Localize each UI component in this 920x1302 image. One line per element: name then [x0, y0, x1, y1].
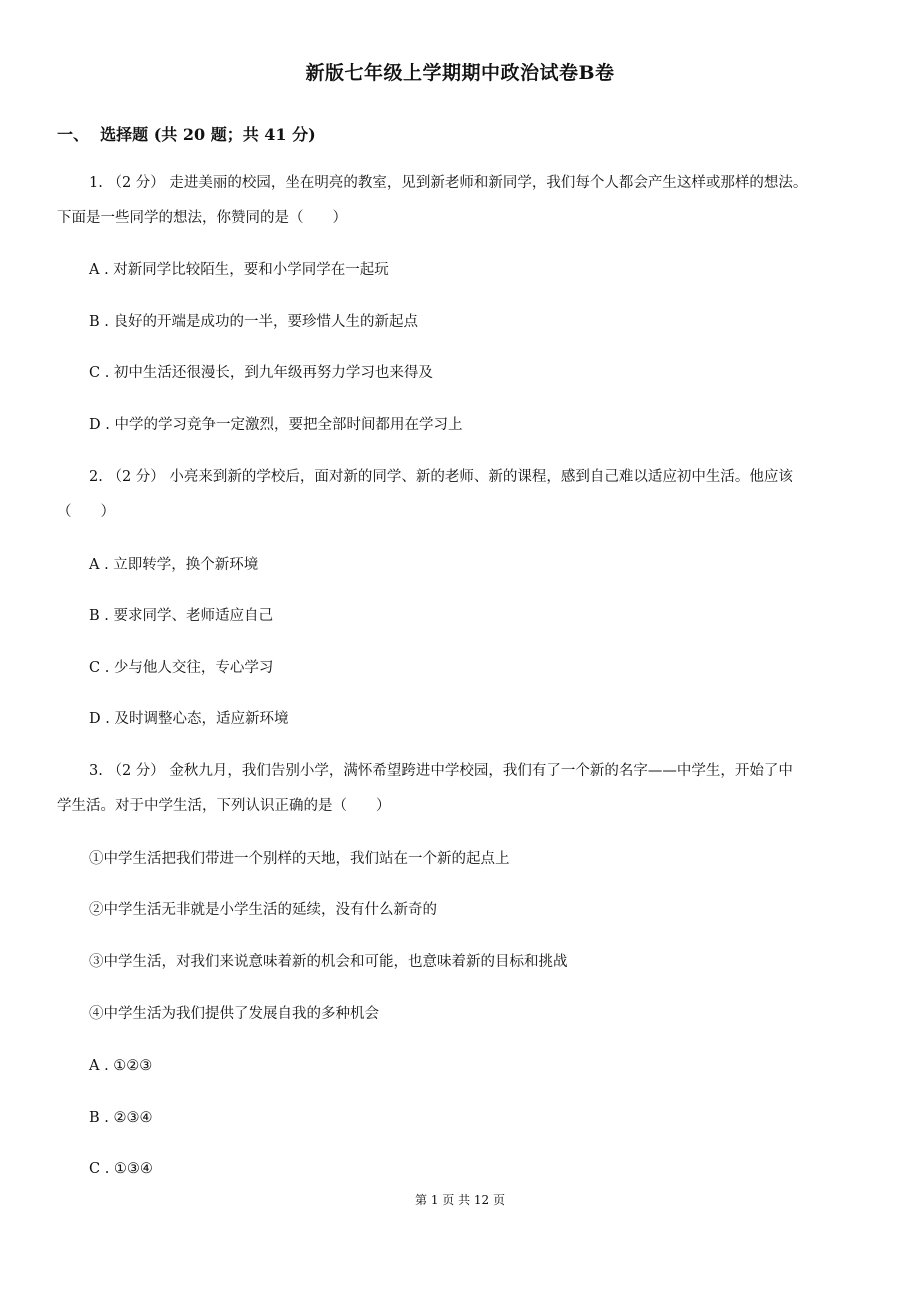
question-2-option-a: A . 立即转学，换个新环境	[89, 557, 259, 573]
exam-title: 新版七年级上学期期中政治试卷B卷	[305, 62, 615, 84]
question-3-stem-line-2: 学生活。对于中学生活，下列认识正确的是（ ）	[57, 798, 391, 814]
question-1-option-b: B . 良好的开端是成功的一半，要珍惜人生的新起点	[89, 314, 418, 330]
question-3-statement-4: ④中学生活为我们提供了发展自我的多种机会	[89, 1006, 379, 1022]
question-1-option-a: A . 对新同学比较陌生，要和小学同学在一起玩	[89, 262, 389, 278]
question-3-option-b: B . ②③④	[89, 1110, 153, 1126]
question-1-option-d: D . 中学的学习竞争一定激烈，要把全部时间都用在学习上	[89, 417, 463, 433]
question-3-stem-line-1: 3. （2 分） 金秋九月，我们告别小学，满怀希望跨进中学校园，我们有了一个新的名字——中学生，开始了中	[89, 763, 793, 779]
section-heading: 一、 选择题 (共 20 题；共 41 分)	[57, 125, 316, 144]
question-1-stem-line-2: 下面是一些同学的想法，你赞同的是（ ）	[57, 210, 347, 226]
question-2-option-b: B . 要求同学、老师适应自己	[89, 608, 273, 624]
question-2-stem-line-1: 2. （2 分） 小亮来到新的学校后，面对新的同学、新的老师、新的课程，感到自己难以适应初中生活。他应该	[89, 469, 793, 485]
question-3-statement-3: ③中学生活，对我们来说意味着新的机会和可能，也意味着新的目标和挑战	[89, 954, 568, 970]
question-2-option-c: C . 少与他人交往，专心学习	[89, 660, 274, 676]
question-3-statement-1: ①中学生活把我们带进一个别样的天地，我们站在一个新的起点上	[89, 851, 510, 867]
question-2-option-d: D . 及时调整心态，适应新环境	[89, 711, 289, 727]
question-3-option-a: A . ①②③	[89, 1058, 153, 1074]
question-1-stem-line-1: 1. （2 分） 走进美丽的校园，坐在明亮的教室，见到新老师和新同学，我们每个人都会产生这样或那样的想法。	[89, 175, 808, 191]
question-3-statement-2: ②中学生活无非就是小学生活的延续，没有什么新奇的	[89, 902, 437, 918]
question-1-option-c: C . 初中生活还很漫长，到九年级再努力学习也来得及	[89, 365, 433, 381]
question-2-stem-line-2: （ ）	[57, 504, 115, 520]
page-footer: 第 1 页 共 12 页	[415, 1193, 505, 1207]
question-3-option-c: C . ①③④	[89, 1161, 153, 1177]
